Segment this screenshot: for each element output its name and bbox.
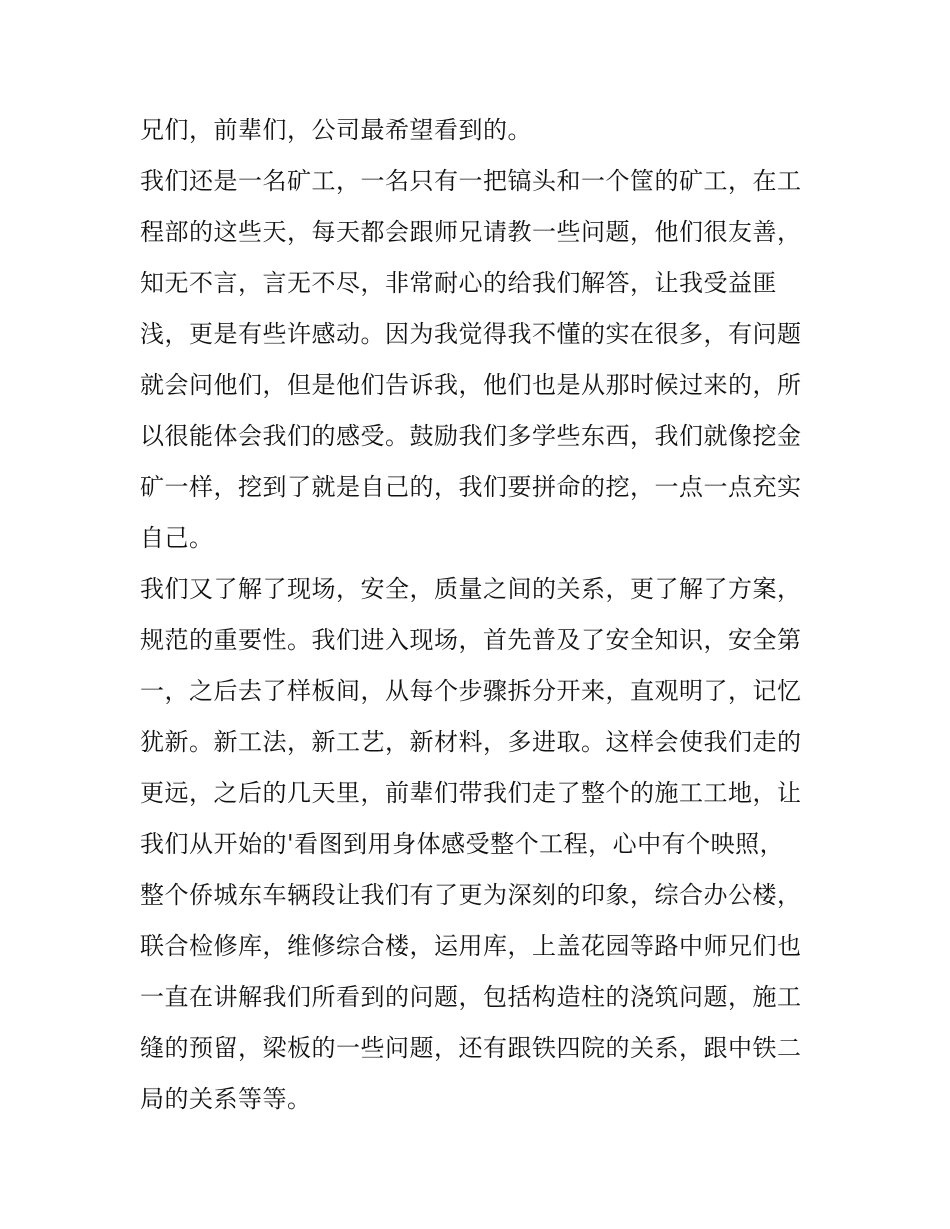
text-line: 联合检修库，维修综合楼，运用库，上盖花园等路中师兄们也 [140, 932, 802, 960]
text-line: 矿一样，挖到了就是自己的，我们要拼命的挖，一点一点充实 [140, 473, 802, 501]
text-line: 兄们，前辈们，公司最希望看到的。 [140, 116, 532, 144]
text-line: 我们还是一名矿工，一名只有一把镐头和一个筐的矿工，在工 [140, 167, 802, 195]
text-line: 整个侨城东车辆段让我们有了更为深刻的印象，综合办公楼， [140, 881, 802, 909]
body-text [140, 107, 820, 1127]
text-line: 浅，更是有些许感动。因为我觉得我不懂的实在很多，有问题 [140, 320, 802, 348]
text-line: 一直在讲解我们所看到的问题，包括构造柱的浇筑问题，施工 [140, 983, 802, 1011]
text-line: 就会问他们，但是他们告诉我，他们也是从那时候过来的，所 [140, 371, 802, 399]
text-line: 局的关系等等。 [140, 1085, 312, 1113]
text-line: 自己。 [140, 524, 214, 552]
text-line: 我们从开始的'看图到用身体感受整个工程，心中有个映照， [140, 830, 785, 858]
text-line: 规范的重要性。我们进入现场，首先普及了安全知识，安全第 [140, 626, 802, 654]
text-line: 犹新。新工法，新工艺，新材料，多进取。这样会使我们走的 [140, 728, 802, 756]
text-line: 知无不言，言无不尽，非常耐心的给我们解答，让我受益匪 [140, 269, 777, 297]
text-line: 缝的预留，梁板的一些问题，还有跟铁四院的关系，跟中铁二 [140, 1034, 802, 1062]
text-line: 一，之后去了样板间，从每个步骤拆分开来，直观明了，记忆 [140, 677, 802, 705]
text-line: 程部的这些天，每天都会跟师兄请教一些问题，他们很友善， [140, 218, 802, 246]
text-line: 更远，之后的几天里，前辈们带我们走了整个的施工工地，让 [140, 779, 802, 807]
text-line: 我们又了解了现场，安全，质量之间的关系，更了解了方案， [140, 575, 802, 603]
text-line: 以很能体会我们的感受。鼓励我们多学些东西，我们就像挖金 [140, 422, 802, 450]
